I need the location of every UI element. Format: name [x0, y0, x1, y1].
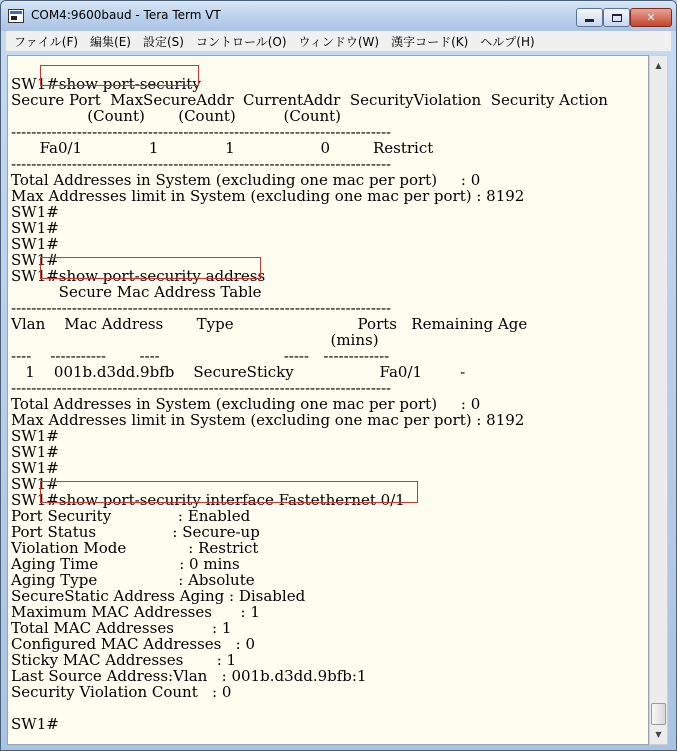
terminal-screen[interactable]: [7, 55, 649, 745]
terminal-line: SW1#: [11, 715, 59, 733]
terminal-line: SW1#: [11, 251, 59, 269]
scroll-thumb[interactable]: [651, 703, 666, 725]
terminal-line: Last Source Address:Vlan : 001b.d3dd.9bfb:1: [11, 667, 367, 685]
menu-kanji-code[interactable]: 漢字コード(K): [391, 34, 469, 49]
menu-help[interactable]: ヘルプ(H): [480, 34, 535, 49]
terminal-line: (Count) (Count) (Count): [11, 107, 342, 125]
menu-file[interactable]: ファイル(F): [14, 34, 79, 49]
terminal-line: SW1#: [11, 203, 59, 221]
window-title: COM4:9600baud - Tera Term VT: [31, 8, 221, 22]
menu-control[interactable]: コントロール(O): [195, 34, 287, 49]
terminal-line: Aging Time : 0 mins: [11, 555, 240, 573]
scroll-up-icon[interactable]: ▲: [655, 61, 662, 70]
terminal-line: SecureStatic Address Aging : Disabled: [11, 587, 306, 605]
terminal-line: Configured MAC Addresses : 0: [11, 635, 256, 653]
terminal-line: SW1#show port-security address: [11, 267, 266, 285]
terminal-line: Security Violation Count : 0: [11, 683, 232, 701]
terminal-line: SW1#: [11, 427, 59, 445]
maximize-button[interactable]: [603, 8, 630, 27]
terminal-line: Violation Mode : Restrict: [11, 539, 259, 557]
terminal-line: Aging Type : Absolute: [11, 571, 255, 589]
minimize-button[interactable]: [576, 8, 603, 27]
scroll-down-icon[interactable]: ▼: [655, 730, 662, 739]
terminal-app-icon: [8, 9, 24, 23]
terminal-line: Max Addresses limit in System (excluding one mac per port) : 8192: [11, 187, 525, 205]
terminal-line: Total Addresses in System (excluding one mac per port) : 0: [11, 171, 481, 189]
terminal-line: Port Security : Enabled: [11, 507, 251, 525]
terminal-line: SW1#: [11, 219, 59, 237]
terminal-line: SW1#: [11, 443, 59, 461]
terminal-line: Total Addresses in System (excluding one mac per port) : 0: [11, 395, 481, 413]
terminal-line: SW1#: [11, 459, 59, 477]
terminal-line: Secure Port MaxSecureAddr CurrentAddr SecurityViolation Security Action: [11, 91, 608, 109]
minimize-icon: [585, 19, 594, 22]
terminal-line: Max Addresses limit in System (excluding one mac per port) : 8192: [11, 411, 525, 429]
terminal-line: SW1#: [11, 235, 59, 253]
terminal-line: Vlan Mac Address Type Ports Remaining Age: [11, 315, 528, 333]
terminal-line: ---------------------------------------------------------------------------: [11, 123, 392, 141]
terminal-line: SW1#: [11, 475, 59, 493]
maximize-icon: [612, 14, 622, 22]
terminal-line: Maximum MAC Addresses : 1: [11, 603, 260, 621]
terminal-line: ---------------------------------------------------------------------------: [11, 299, 392, 317]
menu-window[interactable]: ウィンドウ(W): [298, 34, 380, 49]
terminal-line: SW1#show port-security interface Fastethernet 0/1: [11, 491, 405, 509]
menu-bar: [6, 31, 671, 52]
terminal-line: ---------------------------------------------------------------------------: [11, 379, 392, 397]
terminal-line: Total MAC Addresses : 1: [11, 619, 232, 637]
title-bar[interactable]: [1, 1, 676, 31]
vertical-scrollbar[interactable]: [649, 55, 668, 745]
terminal-line: Port Status : Secure-up: [11, 523, 260, 541]
menu-setup[interactable]: 設定(S): [142, 34, 184, 49]
terminal-line: ---- ----------- ---- ----- -------------: [11, 347, 390, 365]
terminal-line: 1 001b.d3dd.9bfb SecureSticky Fa0/1 -: [11, 363, 466, 381]
menu-edit[interactable]: 編集(E): [90, 34, 131, 49]
terminal-line: Secure Mac Address Table: [11, 283, 262, 301]
terminal-line: Fa0/1 1 1 0 Restrict: [11, 139, 434, 157]
terminal-line: SW1#show port-security: [11, 75, 201, 93]
terminal-line: (mins): [11, 331, 379, 349]
close-button[interactable]: [630, 8, 672, 27]
terminal-line: Sticky MAC Addresses : 1: [11, 651, 237, 669]
close-icon: ✕: [646, 11, 656, 24]
terminal-line: ---------------------------------------------------------------------------: [11, 155, 392, 173]
